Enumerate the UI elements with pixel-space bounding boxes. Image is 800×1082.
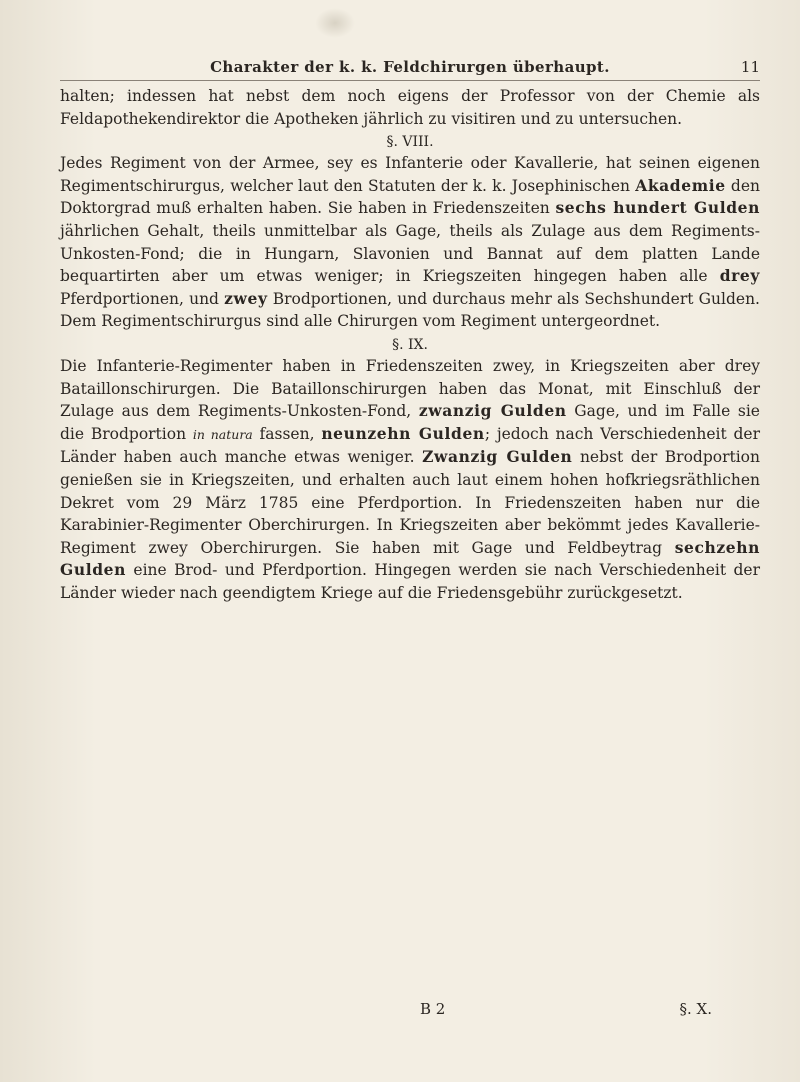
text-run: Brodportionen, und durchaus mehr als Sechshundert Gulden. Dem Regimentschirurgus sind alle Chirurgen vom Regiment untergeordnet. [60,289,760,331]
emphasis-salary: sechs hundert Gulden [555,198,760,218]
text-run: jährlichen Gehalt, theils unmittelbar als Gage, theils als Zulage aus dem Regiments-Unkosten-Fond; die in Hungarn, Slavonien und Bannat auf dem platten Lande bequartirten aber um etwas weniger; in Kriegszeiten hingegen haben alle [60,221,760,286]
emphasis-zwanzig-2: Zwanzig Gulden [422,447,573,467]
section-heading-8: §. VIII. [386,134,434,151]
text-run: nebst der Brodportion genießen sie in Kriegszeiten, und erhalten auch laut einem hohen hofkriegsräthlichen Dekret vom 29 März 1785 eine Pferdportion. In Friedenszeiten haben nur die Karabinier-Regimenter Oberchirurgen. In Kriegszeiten aber bekömmt jedes Kavallerie-Regiment zwey Oberchirurgen. Sie haben mit Gage und Feldbeytrag [60,448,760,557]
emphasis-akademie: Akademie [635,175,726,195]
page-footer [60,1000,760,1026]
emphasis-zwanzig: zwanzig Gulden [418,401,567,421]
latin-in-natura: in natura [192,426,253,442]
paragraph-intro: halten; indessen hat nebst dem noch eigens der Professor von der Chemie als Feldapothekendirektor die Apotheken jährlich zu visitiren und zu untersuchen. [60,87,760,128]
section-heading-9: §. IX. [392,336,428,353]
text-run: ; jedoch nach Verschiedenheit der Länder haben auch manche etwas weniger. [60,424,761,467]
text-run: Jedes Regiment von der Armee, sey es Infanterie oder Kavallerie, hat seinen eigenen Regimentschirurgus, welcher laut den Statuten der k. k. Josephinischen [60,154,760,195]
emphasis-sechzehn: sechzehn Gulden [60,537,760,580]
paragraph-section-8 [60,152,760,333]
running-title: Charakter der k. k. Feldchirurgen überhaupt. [210,58,610,76]
text-run: eine Brod- und Pferdportion. Hingegen werden sie nach Verschiedenheit der Länder wieder nach geendigtem Kriege auf die Friedensgebühr zurückgesetzt. [60,561,760,602]
text-run: fassen, [252,424,322,443]
text-run: Pferdportionen, und [60,289,225,308]
emphasis-zwey: zwey [224,288,268,308]
catchword: §. X. [679,1000,712,1018]
emphasis-drey: drey [719,266,760,286]
text-run: Die Infanterie-Regimenter haben in Friedenszeiten zwey, in Kriegszeiten aber drey Bataillonschirurgen. Die Bataillonschirurgen haben das Monat, mit Einschluß der Zulage aus dem Regiments-Unkosten-Fond, [60,356,760,421]
running-head [60,58,760,81]
text-run: den Doktorgrad muß erhalten haben. Sie haben in Friedenszeiten [60,176,760,218]
paper-stain [315,8,355,38]
emphasis-neunzehn: neunzehn Gulden [321,423,485,443]
signature-mark: B 2 [420,1000,446,1018]
page-number: 11 [740,58,760,76]
paragraph-section-9 [60,355,760,605]
text-run: Gage, und im Falle sie die Brodportion [60,402,760,443]
